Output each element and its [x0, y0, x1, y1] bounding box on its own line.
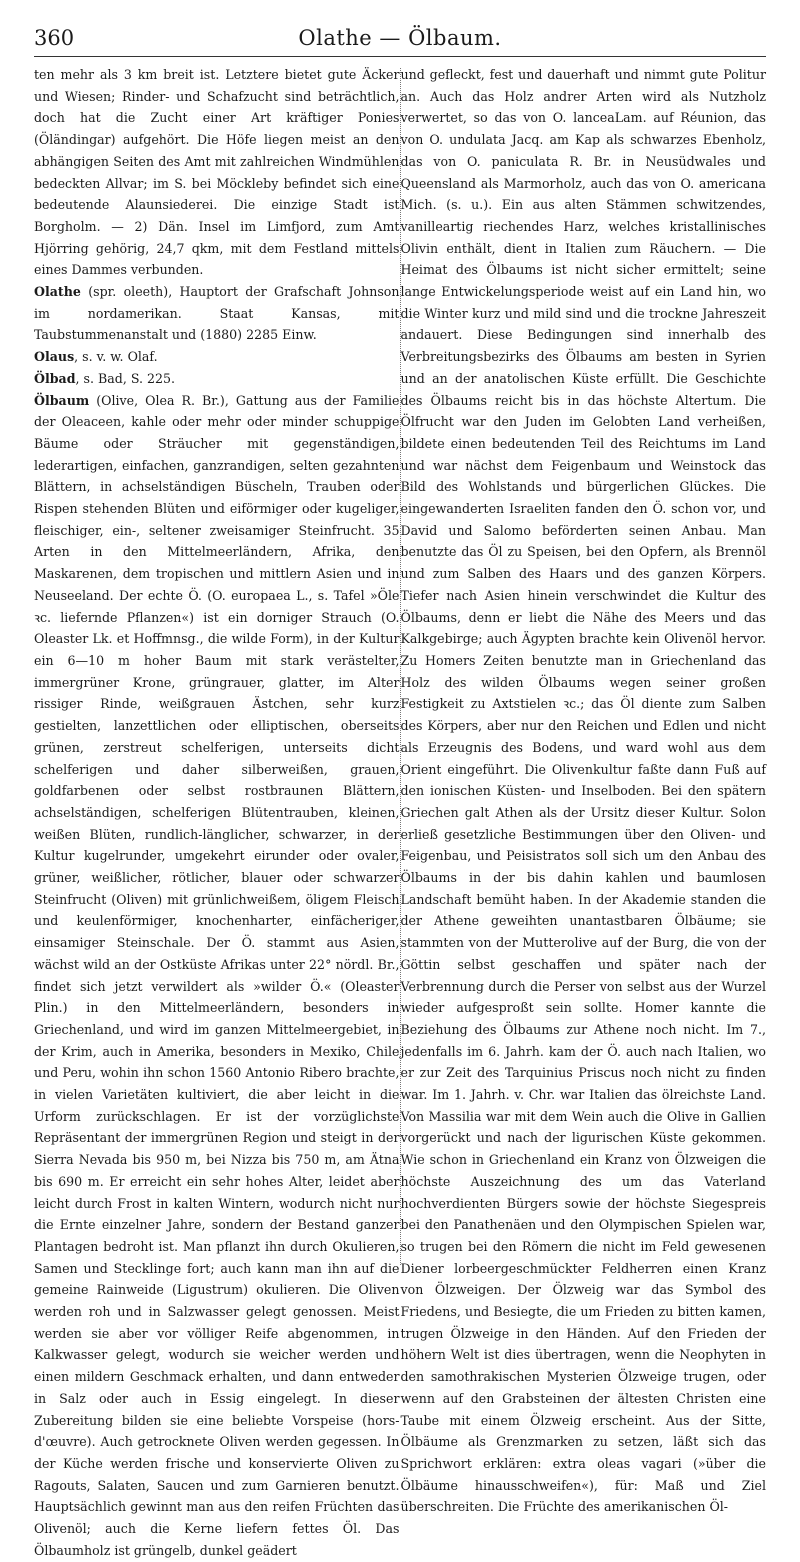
running-title: Olathe — Ölbaum. — [298, 26, 502, 50]
entry-text-olaus: , s. v. w. Olaf. — [74, 349, 158, 365]
page-header — [34, 20, 766, 57]
entry-olbaum — [34, 390, 400, 1562]
entry-text-olbad: , s. Bad, S. 225. — [75, 370, 176, 386]
entry-text-olbaum: (Olive, Olea R. Br.), Gattung aus der Familie der Oleaceen, kahle oder mehr oder minder schuppige Bäume oder Sträucher mit gegenständigen, lederartigen, einfachen, ganzrandigen, selten gezahnten Blättern, in achselständigen Büscheln, Trauben oder Rispen stehenden Blüten und eiförmiger oder kugeliger, fleischiger, ein-, seltener zweisamiger Steinfrucht. 35 Arten in den Mittelmeerländern, Afrika, den Maskarenen, dem tropischen und mittlern Asien und in Neuseeland. Der echte Ö. (O. europaea L., s. Tafel »Öle ꝛc. liefernde Pflanzen«) ist ein dorniger Strauch (O. Oleaster Lk. et Hoffmnsg., die wilde Form), in der Kultur ein 6—10 m hoher Baum mit stark verästelter, immergrüner Krone, grüngrauer, glatter, im Alter rissiger Rinde, weißgrauen Ästchen, sehr kurz gestielten, lanzettlichen oder elliptischen, oberseits grünen, zerstreut schelferigen, unterseits dicht schelferigen und daher silberweißen, grauen, goldfarbenen oder selbst rostbraunen Blättern, achselständigen, schelferigen Blütentrauben, kleinen, weißen Blüten, rundlich-länglicher, schwarzer, in der Kultur kugelrunder, umgekehrt eirunder oder ovaler, grüner, weißlicher, rötlicher, blauer oder schwarzer Steinfrucht (Oliven) mit grünlichweißem, öligem Fleisch und keulenförmiger, knochenharter, einfächeriger, einsamiger Steinschale. Der Ö. stammt aus Asien, wächst wild an der Ostküste Afrikas unter 22° nördl. Br., findet sich jetzt verwildert als »wilder Ö.« (Oleaster Plin.) in den Mittelmeerländern, besonders in Griechenland, und wird im ganzen Mittelmeergebiet, in der Krim, auch in Amerika, besonders in Mexiko, Chile und Peru, wohin ihn schon 1560 Antonio Ribero brachte, in vielen Varietäten kultiviert, die aber leicht in die Urform zurückschlagen. Er ist der vorzüglichste Repräsentant der immergrünen Region und steigt in der Sierra Nevada bis 950 m, bei Nizza bis 750 m, am Ätna bis 690 m. Er erreicht ein sehr hohes Alter, leidet aber leicht durch Frost in kalten Wintern, wodurch nicht nur die Ernte einzelner Jahre, sondern der Bestand ganzer Plantagen bedroht ist. Man pflanzt ihn durch Okulieren, Samen und Stecklinge fort; auch kann man ihn auf die gemeine Rainweide (Ligustrum) okulieren. Die Oliven werden roh und in Salzwasser gelegt genossen. Meist werden sie aber vor völliger Reife abgenommen, in Kalkwasser gelegt, wodurch sie weicher werden und einen mildern Geschmack erhalten, und dann entweder in Salz oder auch in Essig eingelegt. In dieser Zubereitung bilden sie eine beliebte Vorspeise (hors-d'œuvre). Auch getrocknete Oliven werden gegessen. In der Küche werden frische und konservierte Oliven zu Ragouts, Salaten, Saucen und zum Garnieren benutzt. Hauptsächlich gewinnt man aus den reifen Früchten das Olivenöl; auch die Kerne liefern fettes Öl. Das Ölbaumholz ist grüngelb, dunkel geädert — [34, 392, 400, 1558]
paragraph-intro: ten mehr als 3 km breit ist. Letztere bietet gute Äcker und Wiesen; Rinder- und Schafzucht sind beträchtlich, doch hat die Zucht einer Art kräftiger Ponies (Öländingar) aufgehört. Die Höfe liegen meist an den abhängigen Seiten des Amt mit zahlreichen Windmühlen bedeckten Allvar; im S. bei Möckleby befindet sich eine bedeutende Alaunsiederei. Die einzige Stadt ist Borgholm. — 2) Dän. Insel im Limfjord, zum Amt Hjörring gehörig, 24,7 qkm, mit dem Festland mittels eines Dammes verbunden. — [34, 67, 400, 278]
headword-olaus: Olaus — [34, 349, 75, 365]
headword-olbaum: Ölbaum — [34, 392, 90, 408]
entry-olbad — [34, 368, 400, 390]
entry-olathe — [34, 281, 400, 346]
headword-olathe: Olathe — [34, 284, 81, 300]
left-column — [34, 64, 400, 1558]
text-columns — [34, 64, 766, 1558]
page-number: 360 — [34, 26, 75, 50]
paragraph-right: und gefleckt, fest und dauerhaft und nimmt gute Politur an. Auch das Holz andrer Arten wird als Nutzholz verwertet, so das von O. lanceaLam. auf Réunion, das von O. undulata Jacq. am Kap als schwarzes Ebenholz, das von O. paniculata R. Br. in Neusüdwales und Queensland als Marmorholz, auch das von O. americana Mich. (s. u.). Ein aus alten Stämmen schwitzendes, vanilleartig riechendes Harz, welches kristallinisches Olivin enthält, dient in Italien zum Räuchern. — Die Heimat des Ölbaums ist nicht sicher ermittelt; seine lange Entwickelungsperiode weist auf ein Land hin, wo die Winter kurz und mild sind und die trockne Jahreszeit andauert. Diese Bedingungen sind innerhalb des Verbreitungsbezirks des Ölbaums am besten in Syrien und an der anatolischen Küste erfüllt. Die Geschichte des Ölbaums reicht bis in das höchste Altertum. Die Ölfrucht war den Juden im Gelobten Land verheißen, bildete einen bedeutenden Teil des Reichtums im Land und war nächst dem Feigenbaum und Weinstock das Bild des Wohlstands und bürgerlichen Glückes. Die eingewanderten Israeliten fanden den Ö. schon vor, und David und Salomo beförderten seinen Anbau. Man benutzte das Öl zu Speisen, bei den Opfern, als Brennöl und zum Salben des Haars und des ganzen Körpers. Tiefer nach Asien hinein verschwindet die Kultur des Ölbaums, denn er liebt die Nähe des Meers und das Kalkgebirge; auch Ägypten brachte kein Olivenöl hervor. Zu Homers Zeiten benutzte man in Griechenland das Holz des wilden Ölbaums wegen seiner großen Festigkeit zu Axtstielen ꝛc.; das Öl diente zum Salben des Körpers, aber nur den Reichen und Edlen und nicht als Erzeugnis des Bodens, und ward wohl aus dem Orient eingeführt. Die Olivenkultur faßte dann Fuß auf den ionischen Küsten- und Inselboden. Bei den spätern Griechen galt Athen als der Ursitz dieser Kultur. Solon erließ gesetzliche Bestimmungen über den Oliven- und Feigenbau, und Peisistratos soll sich um den Anbau des Ölbaums in der bis dahin kahlen und baumlosen Landschaft bemüht haben. In der Akademie standen die der Athene geweihten unantastbaren Ölbäume; sie stammten von der Mutterolive auf der Burg, die von der Göttin selbst geschaffen und später nach der Verbrennung durch die Perser von selbst aus der Wurzel wieder aufgesproßt sein sollte. Homer kannte die Beziehung des Ölbaums zur Athene noch nicht. Im 7., jedenfalls im 6. Jahrh. kam der Ö. auch nach Italien, wo er zur Zeit des Tarquinius Priscus noch nicht zu finden war. Im 1. Jahrh. v. Chr. war Italien das ölreichste Land. Von Massilia war mit dem Wein auch die Olive in Gallien vorgerückt und nach der ligurischen Küste gekommen. Wie schon in Griechenland ein Kranz von Ölzweigen die höchste Auszeichnung des um das Vaterland hochverdienten Bürgers sowie der höchste Siegespreis bei den Panathenäen und den Olympischen Spielen war, so trugen bei den Römern die nicht im Feld gewesenen Diener lorbeergeschmückter Feldherren einen Kranz von Ölzweigen. Der Ölzweig war das Symbol des Friedens, und Besiegte, die um Frieden zu bitten kamen, trugen Ölzweige in den Händen. Auf den Frieden der höhern Welt ist dies übertragen, wenn die Neophyten in den samothrakischen Mysterien Ölzweige trugen, oder wenn auf den Grabsteinen der ältesten Christen eine Taube mit einem Ölzweig erscheint. Aus der Sitte, Ölbäume als Grenzmarken zu setzen, läßt sich das Sprichwort erklären: extra oleas vagari (»über die Ölbäume hinausschweifen«), für: Maß und Ziel überschreiten. Die Früchte des amerikanischen Öl- — [400, 67, 766, 1515]
entry-olaus — [34, 346, 400, 368]
entry-text-olathe: (spr. oleeth), Hauptort der Grafschaft Johnson im nordamerikan. Staat Kansas, mit Taubstummenanstalt und (1880) 2285 Einw. — [34, 284, 400, 343]
right-column — [400, 64, 767, 1515]
headword-olbad: Ölbad — [34, 370, 76, 386]
